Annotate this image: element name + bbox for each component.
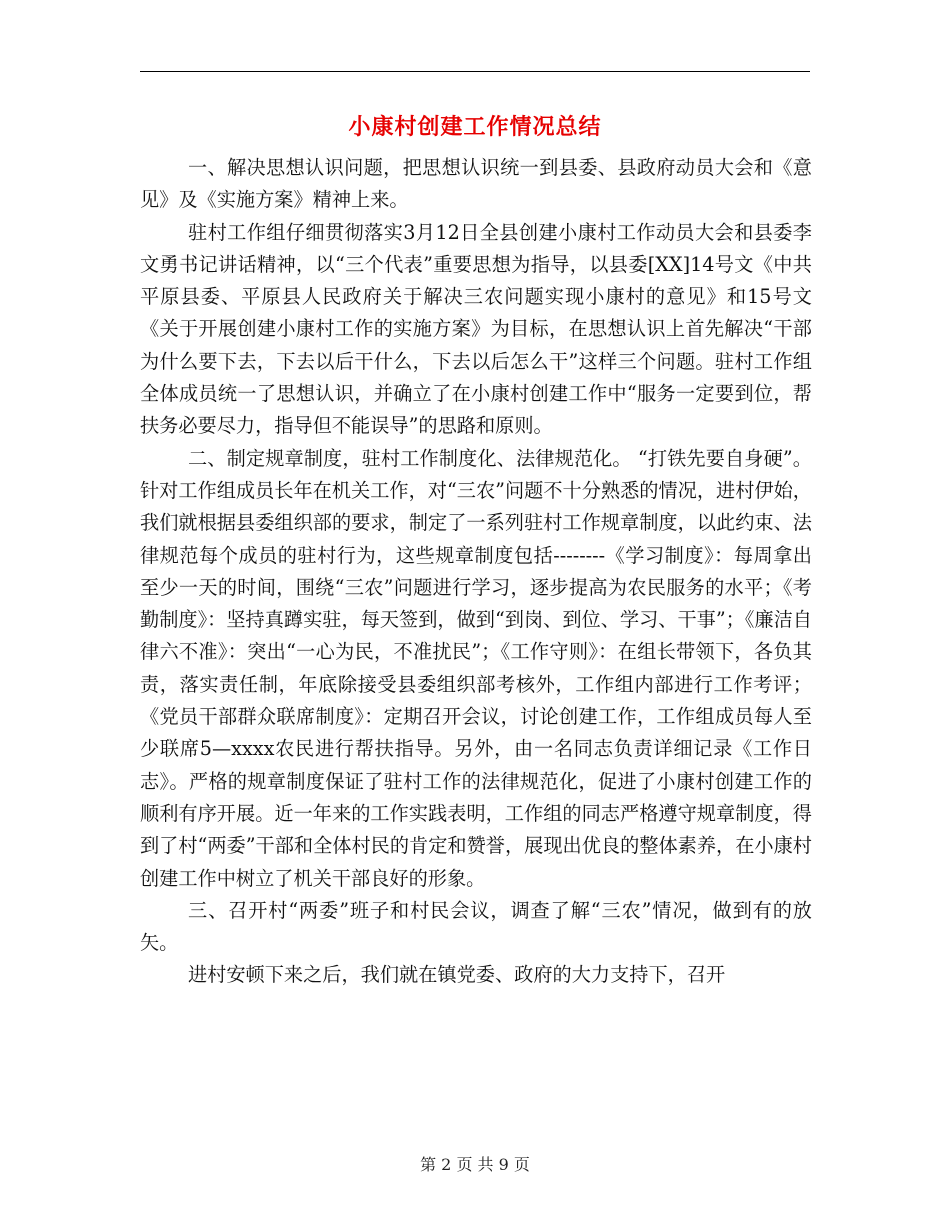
paragraph-section-2: 二、制定规章制度，驻村工作制度化、法律规范化。 “打铁先要自身硬”。针对工作组成员长年在机关工作，对“三农”问题不十分熟悉的情况，进村伊始，我们就根据县委组织部的要求，制定了一系列驻村工作规章制度，以此约束、法律规范每个成员的驻村行为，这些规章制度包括--------《学习制度》：每周拿出至少一天的时间，围绕“三农”问题进行学习，逐步提高为农民服务的水平；《考勤制度》：坚持真蹲实驻，每天签到，做到“到岗、到位、学习、干事”；《廉洁自律六不准》：突出“一心为民，不准扰民”；《工作守则》：在组长带领下，各负其责，落实责任制，年底除接受县委组织部考核外，工作组内部进行工作考评；《党员干部群众联席制度》：定期召开会议，讨论创建工作，工作组成员每人至少联席5—xxxx农民进行帮扶指导。另外，由一名同志负责详细记录《工作日志》。严格的规章制度保证了驻村工作的法律规范化，促进了小康村创建工作的顺利有序开展。近一年来的工作实践表明，工作组的同志严格遵守规章制度，得到了村“两委”干部和全体村民的肯定和赞誉，展现出优良的整体素养，在小康村创建工作中树立了机关干部良好的形象。 [140, 446, 812, 890]
header-rule [140, 71, 810, 72]
document-title: 小康村创建工作情况总结 [348, 114, 602, 140]
paragraph-section-1-body: 驻村工作组仔细贯彻落实3月12日全县创建小康村工作动员大会和县委李文勇书记讲话精神，以“三个代表”重要思想为指导，以县委[XX]14号文《中共平原县委、平原县人民政府关于解决三农问题实现小康村的意见》和15号文《关于开展创建小康村工作的实施方案》为目标，在思想认识上首先解决“干部为什么要下去，下去以后干什么，下去以后怎么干”这样三个问题。驻村工作组全体成员统一了思想认识，并确立了在小康村创建工作中“服务一定要到位，帮扶务必要尽力，指导但不能误导”的思路和原则。 [140, 220, 812, 438]
document-body [140, 152, 812, 992]
paragraph-section-3-body: 进村安顿下来之后，我们就在镇党委、政府的大力支持下，召开 [188, 963, 726, 987]
page-number-footer: 第 2 页 共 9 页 [420, 1155, 530, 1174]
paragraph-section-1-heading: 一、解决思想认识问题，把思想认识统一到县委、县政府动员大会和《意见》及《实施方案》精神上来。 [140, 156, 812, 212]
paragraph-section-3-heading: 三、召开村“两委”班子和村民会议，调查了解“三农”情况，做到有的放矢。 [140, 898, 812, 955]
